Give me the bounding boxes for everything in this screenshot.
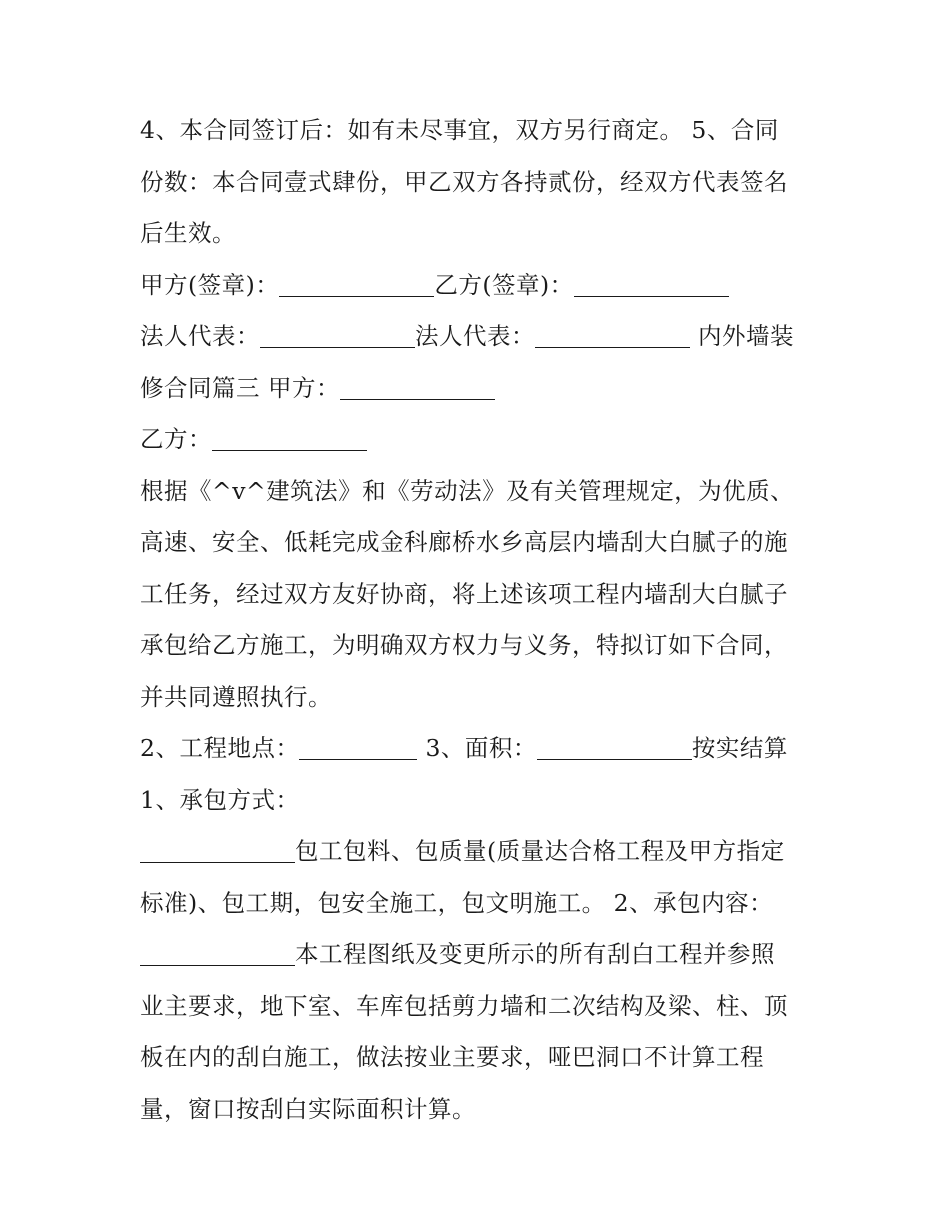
legal-rep-line	[140, 311, 820, 363]
contract-method-blank	[140, 832, 295, 863]
text-line: 标准)、包工期，包安全施工，包文明施工。 2、承包内容：	[140, 888, 774, 917]
party-a-blank	[340, 369, 495, 400]
party-a-line	[140, 363, 820, 415]
area-settlement-text: 按实结算	[691, 734, 788, 762]
area-blank	[537, 729, 692, 760]
legal-rep-b-blank	[535, 317, 690, 348]
party-a-label: 修合同篇三 甲方：	[140, 373, 340, 402]
signature-line-party-a-b	[140, 260, 820, 312]
legal-rep-a-label: 法人代表：	[140, 322, 260, 350]
section-title-start: 内外墙装	[698, 322, 794, 350]
area-label: 3、面积：	[425, 734, 537, 762]
party-a-seal-label: 甲方(签章)：	[140, 270, 280, 299]
contract-body	[140, 105, 820, 1135]
contract-scope-blank	[140, 935, 295, 966]
contract-scope-line	[140, 929, 820, 981]
text-line: 4、本合同签订后：如有未尽事宜，双方另行商定。 5、合同	[140, 116, 779, 144]
legal-rep-b-label: 法人代表：	[415, 322, 535, 350]
site-area-line	[140, 723, 820, 775]
text-line: 承包给乙方施工，为明确双方权力与义务，特拟订如下合同，	[140, 631, 788, 659]
party-b-seal-label: 乙方(签章)：	[434, 270, 574, 299]
text-line: 后生效。	[140, 219, 236, 247]
contract-method-text: 包工包料、包质量(质量达合格工程及甲方指定	[295, 837, 785, 865]
party-b-blank	[212, 420, 367, 451]
site-location-blank	[299, 729, 417, 760]
text-line: 板在内的刮白施工，做法按业主要求，哑巴洞口不计算工程	[140, 1043, 764, 1071]
site-location-label: 2、工程地点：	[140, 734, 300, 762]
legal-rep-a-blank	[260, 317, 415, 348]
party-b-line	[140, 414, 820, 466]
text-line: 并共同遵照执行。	[140, 682, 332, 711]
text-line: 1、承包方式：	[140, 785, 300, 814]
party-a-seal-blank	[279, 266, 434, 297]
text-line: 量，窗口按刮白实际面积计算。	[140, 1094, 476, 1123]
text-line: 高速、安全、低耗完成金科廊桥水乡高层内墙刮大白腻子的施	[140, 528, 788, 556]
contract-scope-text: 本工程图纸及变更所示的所有刮白工程并参照	[295, 940, 775, 968]
text-line: 份数：本合同壹式肆份，甲乙双方各持贰份，经双方代表签名	[140, 167, 788, 196]
contract-method-line	[140, 826, 820, 878]
text-line: 业主要求，地下室、车库包括剪力墙和二次结构及梁、柱、顶	[140, 991, 788, 1020]
text-line: 工任务，经过双方友好协商，将上述该项工程内墙刮大白腻子	[140, 579, 788, 608]
party-b-seal-blank	[574, 266, 729, 297]
text-line: 根据《^v^建筑法》和《劳动法》及有关管理规定，为优质、	[140, 476, 795, 505]
party-b-label: 乙方：	[140, 425, 212, 453]
